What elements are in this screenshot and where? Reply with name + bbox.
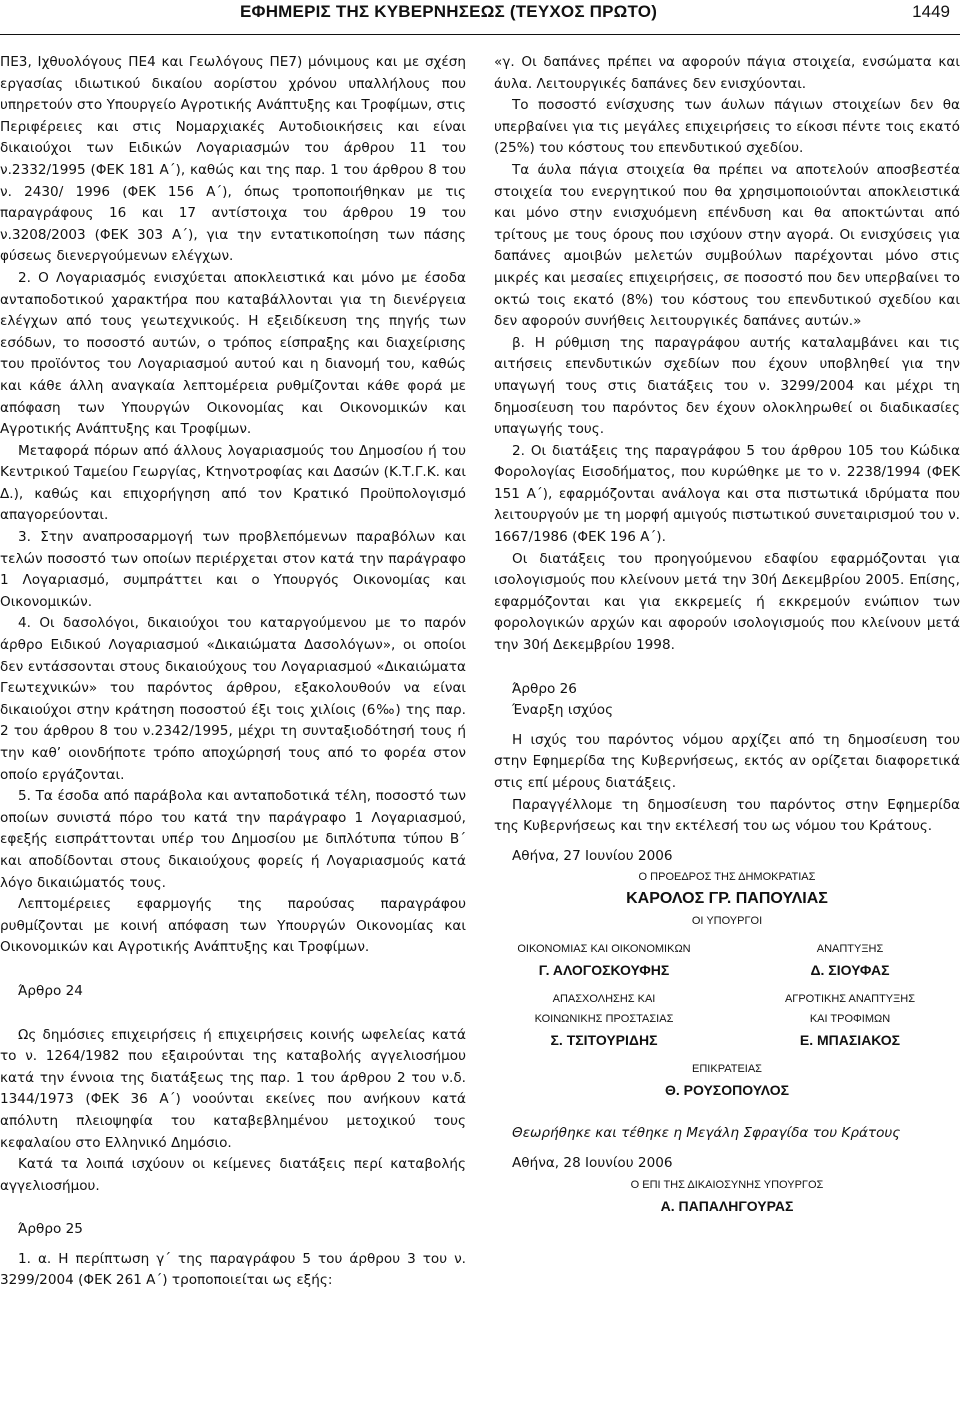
left-column [0, 52, 466, 1292]
paragraph: 2. Ο Λογαριασμός ενισχύεται αποκλειστικά και μόνο με έσοδα ανταποδοτικού χαρακτήρα που καταβάλλονται για τη διενέργεια ελέγχων από τους γεωτεχνικούς. Η εξειδίκευση της πηγής των εσόδων, το ποσοστό αυτών, ο τρόπος είσπραξης και διαχείρισης του προϊόντος του Λογαριασμού αυτού και η διανομή του, καθώς και κάθε άλλη αναγκαία λεπτομέρεια ρυθμίζονται κάθε φορά με απόφαση των Υπουργών Οικονομίας και Οικονομικών και Αγροτικής Ανάπτυξης και Τροφίμων. [0, 269, 466, 438]
seal-statement: Θεωρήθηκε και τέθηκε η Μεγάλη Σφραγίδα του Κράτους [512, 1125, 901, 1142]
minister-name: Θ. ΡΟΥΣΟΠΟΥΛΟΣ [664, 1082, 790, 1099]
paragraph: Οι διατάξεις του προηγούμενου εδαφίου εφαρμόζονται για ισολογισμούς που κλείνουν μετά την 30ή Δεκεμβρίου 2005. Επίσης, εφαρμόζονται και για εκκρεμείς ή εκκρεμούν ενώπιον των φορολογικών αρχών και αφορούν ισολογισμούς που κλείνουν μετά την 30ή Δεκεμβρίου 1998. [494, 550, 960, 654]
paragraph: β. Η ρύθμιση της παραγράφου αυτής καταλαμβάνει και τις αιτήσεις επενδυτικών σχεδίων που έχουν υποβληθεί για την υπαγωγή τους στις διατάξεις του ν. 3299/2004 και μέχρι τη δημοσίευση του παρόντος δεν έχουν ολοκληρωθεί οι διαδικασίες υπαγωγής τους. [494, 334, 960, 438]
paragraph: Τα άυλα πάγια στοιχεία θα πρέπει να αποτελούν αποσβεστέα στοιχεία του ενεργητικού που θα χρησιμοποιούνται αποκλειστικά και μόνο στην ενισχυόμενη επένδυση και θα αποκτώνται από τρίτους με τους όρους που ισχύουν στην αγορά. Οι ενισχύσεις για δαπάνες αμοιβών μελετών συμβούλων παρέχονται μόνο στις μικρές και μεσαίες επιχειρήσεις, σε ποσοστό που δεν υπερβαίνει το οκτώ τοις εκατό (8%) του κόστους του επενδυτικού σχεδίου και δεν αφορούν συνήθεις λειτουργικές δαπάνες αυτών.» [494, 161, 960, 330]
minister-title: ΑΠΑΣΧΟΛΗΣΗΣ ΚΑΙ [552, 993, 656, 1006]
page-header [0, 2, 960, 36]
signature-row [494, 939, 960, 981]
minister-title: ΚΑΙ ΤΡΟΦΙΜΩΝ [809, 1013, 891, 1026]
minister-title: ΑΝΑΠΤΥΞΗΣ [816, 943, 884, 956]
president-title: Ο ΠΡΟΕΔΡΟΣ ΤΗΣ ΔΗΜΟΚΡΑΤΙΑΣ [638, 871, 816, 884]
minister-name: Δ. ΣΙΟΥΦΑΣ [810, 962, 890, 979]
signature-block [494, 989, 714, 1051]
minister-name: Γ. ΑΛΟΓΟΣΚΟΥΦΗΣ [538, 962, 670, 979]
paragraph: 1. α. Η περίπτωση γ΄ της παραγράφου 5 του άρθρου 3 του ν. 3299/2004 (ΦΕΚ 261 Α΄) τροποποιείται ως εξής: [0, 1250, 466, 1289]
justice-minister-title: Ο ΕΠΙ ΤΗΣ ΔΙΚΑΙΟΣΥΝΗΣ ΥΠΟΥΡΓΟΣ [630, 1178, 824, 1191]
minister-title: ΟΙΚΟΝΟΜΙΑΣ ΚΑΙ ΟΙΚΟΝΟΜΙΚΩΝ [517, 943, 691, 956]
right-column [494, 52, 960, 1217]
president-name: ΚΑΡΟΛΟΣ ΓΡ. ΠΑΠΟΥΛΙΑΣ [626, 890, 828, 908]
article-26-subtitle: Έναρξη ισχύος [512, 702, 614, 719]
minister-title: ΕΠΙΚΡΑΤΕΙΑΣ [692, 1063, 762, 1076]
signing-date: Αθήνα, 27 Ιουνίου 2006 [512, 847, 673, 864]
header-rule [0, 34, 960, 35]
ministers-heading: ΟΙ ΥΠΟΥΡΓΟΙ [691, 915, 763, 928]
signature-row [494, 989, 960, 1051]
paragraph: Το ποσοστό ενίσχυσης των άυλων πάγιων στοιχείων δεν θα υπερβαίνει για τις μεγάλες επιχειρήσεις το είκοσι πέντε τοις εκατό (25%) του κόστους του επενδυτικού σχεδίου. [494, 97, 960, 157]
paragraph: 4. Οι δασολόγοι, δικαιούχοι του καταργούμενου με το παρόν άρθρο Ειδικού Λογαριασμού «Δικαιώματα Δασολόγων», οι οποίοι δεν εντάσσονται στους δικαιούχους του Λογαριασμού «Δικαιώματα Γεωτεχνικών» του παρόντος άρθρου, εξακολουθούν να είναι δικαιούχοι στην κράτηση ποσοστού έξι τοις χιλίοις (6‰) της παρ. 2 του άρθρου 8 του ν.2342/1995, μέχρι τη συνταξιοδότησή τους ή την καθ’ οιονδήποτε τρόπο αποχώρησή τους από το φορέα στον οποίο εργάζονται. [0, 615, 466, 783]
justice-minister-name: Α. ΠΑΠΑΛΗΓΟΥΡΑΣ [660, 1197, 794, 1214]
article-25-heading: Άρθρο 25 [18, 1221, 83, 1238]
page-number: 1449 [912, 2, 950, 21]
paragraph: Η ισχύς του παρόντος νόμου αρχίζει από τη δημοσίευση του στην Εφημερίδα της Κυβερνήσεως, εκτός αν ορίζεται διαφορετικά στις επί μέρους διατάξεις. [494, 731, 960, 791]
paragraph: Ως δημόσιες επιχειρήσεις ή επιχειρήσεις κοινής ωφελείας κατά το ν. 1264/1982 που εξαιρούνται της καταβολής αγγελιοσήμου κατά την έννοια της διατάξεως της παρ. 1 του άρθρου 2 του ν.δ. 1344/1973 (ΦΕΚ 36 Α΄) νοούνται εκείνες που ανήκουν κατά απόλυτη πλειοψηφία του καταβεβλημένου μετοχικού τους κεφαλαίου στο Ελληνικό Δημόσιο. [0, 1026, 466, 1151]
gazette-title: ΕΦΗΜΕΡΙΣ ΤΗΣ ΚΥΒΕΡΝΗΣΕΩΣ (ΤΕΥΧΟΣ ΠΡΩΤΟ) [240, 2, 658, 21]
paragraph: 5. Τα έσοδα από παράβολα και ανταποδοτικά τέλη, ποσοστό των οποίων συνιστά πόρο του κατά την παράγραφο 1 Λογαριασμού, εφεξής εισπράττονται υπέρ του Δημοσίου με διπλότυπα τύπου Β΄ και αποδίδονται στους δικαιούχους φορείς ή Λογαριασμούς κατά λόγο δικαιώματός τους. [0, 788, 466, 891]
article-26-heading: Άρθρο 26 [512, 680, 577, 697]
seal-date: Αθήνα, 28 Ιουνίου 2006 [512, 1154, 673, 1171]
minister-title: ΚΟΙΝΩΝΙΚΗΣ ΠΡΟΣΤΑΣΙΑΣ [534, 1013, 674, 1026]
article-24-heading: Άρθρο 24 [18, 982, 83, 999]
paragraph: Παραγγέλλομε τη δημοσίευση του παρόντος στην Εφημερίδα της Κυβερνήσεως και την εκτέλεσή του ως νόμου του Κράτους. [494, 796, 960, 835]
paragraph: 2. Οι διατάξεις της παραγράφου 5 του άρθρου 105 του Κώδικα Φορολογίας Εισοδήματος, που κυρώθηκε με το ν. 2238/1994 (ΦΕΚ 151 Α΄), εφαρμόζονται ανάλογα και στα πιστωτικά ιδρύματα που λειτουργούν με τη μορφή αμιγούς πιστωτικού συνεταιρισμού του ν. 1667/1986 (ΦΕΚ 196 Α΄). [494, 442, 960, 546]
signature-block [740, 989, 960, 1051]
paragraph: Μεταφορά πόρων από άλλους λογαριασμούς του Δημοσίου ή του Κεντρικού Ταμείου Γεωργίας, Κτηνοτροφίας και Δασών (Κ.Τ.Γ.Κ. και Δ.), καθώς και επιχορήγηση από τον Κρατικό Προϋπολογισμό απαγορεύονται. [0, 442, 466, 524]
minister-name: Σ. ΤΣΙΤΟΥΡΙΔΗΣ [550, 1032, 658, 1049]
paragraph: 3. Στην αναπροσαρμογή των προβλεπόμενων παραβόλων και τελών ποσοστό των οποίων περιέρχεται στον κατά την παράγραφο 1 Λογαριασμό, συμπράττει και ο Υπουργός Οικονομίας και Οικονομικών. [0, 529, 466, 610]
signature-block [494, 939, 714, 981]
paragraph: «γ. Οι δαπάνες πρέπει να αφορούν πάγια στοιχεία, ενσώματα και άυλα. Λειτουργικές δαπάνες δεν ενισχύονται. [494, 54, 960, 92]
paragraph: Λεπτομέρειες εφαρμογής της παρούσας παραγράφου ρυθμίζονται με κοινή απόφαση των Υπουργών Οικονομίας και Οικονομικών και Αγροτικής Ανάπτυξης και Τροφίμων. [0, 896, 466, 956]
minister-name: Ε. ΜΠΑΣΙΑΚΟΣ [799, 1032, 901, 1049]
signature-block [740, 939, 960, 981]
minister-title: ΑΓΡΟΤΙΚΗΣ ΑΝΑΠΤΥΞΗΣ [784, 993, 916, 1006]
paragraph: Κατά τα λοιπά ισχύουν οι κείμενες διατάξεις περί καταβολής αγγελιοσήμου. [0, 1156, 466, 1194]
paragraph: ΠΕ3, Ιχθυολόγους ΠΕ4 και Γεωλόγους ΠΕ7) μόνιμους και με σχέση εργασίας ιδιωτικού δικαίου αορίστου χρόνου υπαλλήλους που υπηρετούν στο Υπουργείο Αγροτικής Ανάπτυξης και Τροφίμων, στις Περιφέρειες και στις Νομαρχιακές Αυτοδιοικήσεις και είναι δικαιούχοι των Ειδικών Λογαριασμών του άρθρου 11 του ν.2332/1995 (ΦΕΚ 181 Α΄), καθώς και της παρ. 1 του άρθρου 8 του ν. 2430/ 1996 (ΦΕΚ 156 Α΄), όπως τροποποιήθηκαν με τις παραγράφους 16 και 17 αντίστοιχα του άρθρου 19 του ν.3208/2003 (ΦΕΚ 303 Α΄), για την εντατικοποίηση των πάσης φύσεως διενεργούμενων ελέγχων. [0, 54, 466, 265]
